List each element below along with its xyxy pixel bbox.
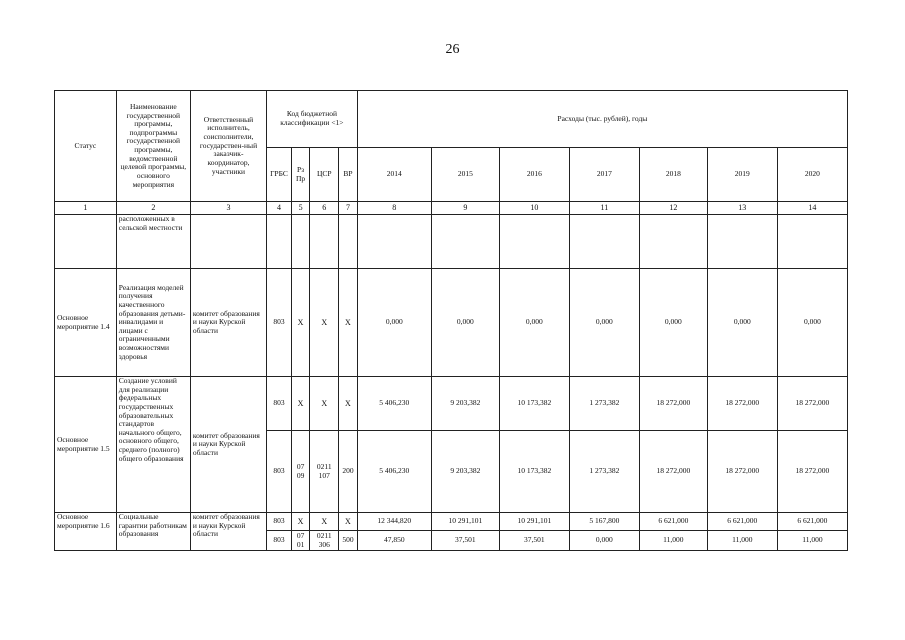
vr-cell: X [339,513,358,531]
value-cell: 0,000 [569,531,639,551]
value-cell: 10 173,382 [499,431,569,513]
header-expenses: Расходы (тыс. рублей), годы [357,91,847,148]
grbs-cell: 803 [267,531,292,551]
table-row [55,513,848,531]
col-number: 8 [357,202,431,215]
header-year: 2014 [357,148,431,202]
rzpr-cell: 07 09 [291,431,310,513]
header-rzpr: Рз Пр [291,148,310,202]
csr-cell: X [310,513,339,531]
continuation-text: расположенных в сельской местности [116,215,190,269]
value-cell: 6 621,000 [707,513,777,531]
grbs-cell: 803 [267,269,292,377]
header-grbs: ГРБС [267,148,292,202]
table-row [55,269,848,377]
value-cell: 1 273,382 [569,431,639,513]
value-cell: 11,000 [777,531,847,551]
grbs-cell: 803 [267,377,292,431]
status-cell: Основное мероприятие 1.5 [55,377,117,513]
header-year: 2017 [569,148,639,202]
value-cell: 1 273,382 [569,377,639,431]
rzpr-cell: X [291,377,310,431]
value-cell: 0,000 [639,269,707,377]
col-number: 9 [431,202,499,215]
measure-name: Социальные гарантии работникам образования [116,513,190,551]
status-cell: Основное мероприятие 1.4 [55,269,117,377]
value-cell: 12 344,820 [357,513,431,531]
header-year: 2016 [499,148,569,202]
page-number: 26 [445,42,460,57]
measure-name: Создание условий для реализации федеральных государственных образовательных стандартов начального общего, основного общего, среднего (полного) общего образования [116,377,190,513]
value-cell: 6 621,000 [639,513,707,531]
header-csr: ЦСР [310,148,339,202]
value-cell: 10 291,101 [499,513,569,531]
value-cell: 0,000 [569,269,639,377]
vr-cell: X [339,377,358,431]
executor-cell: комитет образования и науки Курской области [190,377,266,513]
value-cell: 5 167,800 [569,513,639,531]
executor-cell: комитет образования и науки Курской области [190,513,266,551]
value-cell: 47,850 [357,531,431,551]
value-cell: 37,501 [499,531,569,551]
value-cell: 0,000 [357,269,431,377]
grbs-cell: 803 [267,431,292,513]
value-cell: 0,000 [707,269,777,377]
grbs-cell: 803 [267,513,292,531]
value-cell: 9 203,382 [431,431,499,513]
executor-cell: комитет образования и науки Курской области [190,269,266,377]
value-cell: 5 406,230 [357,431,431,513]
value-cell: 10 173,382 [499,377,569,431]
header-vr: ВР [339,148,358,202]
col-number: 3 [190,202,266,215]
rzpr-cell: X [291,513,310,531]
header-executor: Ответственный исполнитель, соисполнители, государствен-ный заказчик-координатор, участники [190,91,266,202]
col-number: 13 [707,202,777,215]
col-number: 5 [291,202,310,215]
header-year: 2020 [777,148,847,202]
rzpr-cell: 07 01 [291,531,310,551]
header-budget-code: Код бюджетной классификации <1> [267,91,358,148]
csr-cell: 0211 107 [310,431,339,513]
value-cell: 18 272,000 [777,377,847,431]
value-cell: 11,000 [639,531,707,551]
table-row [55,377,848,431]
value-cell: 6 621,000 [777,513,847,531]
value-cell: 0,000 [777,269,847,377]
csr-cell: X [310,377,339,431]
col-number: 1 [55,202,117,215]
budget-table [54,90,848,551]
col-number: 4 [267,202,292,215]
header-year: 2019 [707,148,777,202]
col-number: 2 [116,202,190,215]
value-cell: 18 272,000 [639,431,707,513]
vr-cell: X [339,269,358,377]
value-cell: 0,000 [499,269,569,377]
value-cell: 18 272,000 [639,377,707,431]
col-number: 12 [639,202,707,215]
header-name: Наименование государственной программы, подпрограммы государственной программы, ведомственной целевой программы, основного мероприятия [116,91,190,202]
value-cell: 10 291,101 [431,513,499,531]
table-row [55,215,848,269]
status-cell: Основное мероприятие 1.6 [55,513,117,551]
value-cell: 0,000 [431,269,499,377]
header-year: 2015 [431,148,499,202]
vr-cell: 500 [339,531,358,551]
col-number: 11 [569,202,639,215]
value-cell: 5 406,230 [357,377,431,431]
value-cell: 18 272,000 [707,377,777,431]
header-year: 2018 [639,148,707,202]
value-cell: 37,501 [431,531,499,551]
col-number: 10 [499,202,569,215]
col-number: 7 [339,202,358,215]
measure-name: Реализация моделей получения качественного образования детьми-инвалидами и лицами с ограниченными возможностями здоровья [116,269,190,377]
csr-cell: X [310,269,339,377]
csr-cell: 0211 306 [310,531,339,551]
value-cell: 11,000 [707,531,777,551]
col-number: 14 [777,202,847,215]
vr-cell: 200 [339,431,358,513]
value-cell: 18 272,000 [707,431,777,513]
rzpr-cell: X [291,269,310,377]
value-cell: 18 272,000 [777,431,847,513]
col-number: 6 [310,202,339,215]
header-status: Статус [55,91,117,202]
value-cell: 9 203,382 [431,377,499,431]
